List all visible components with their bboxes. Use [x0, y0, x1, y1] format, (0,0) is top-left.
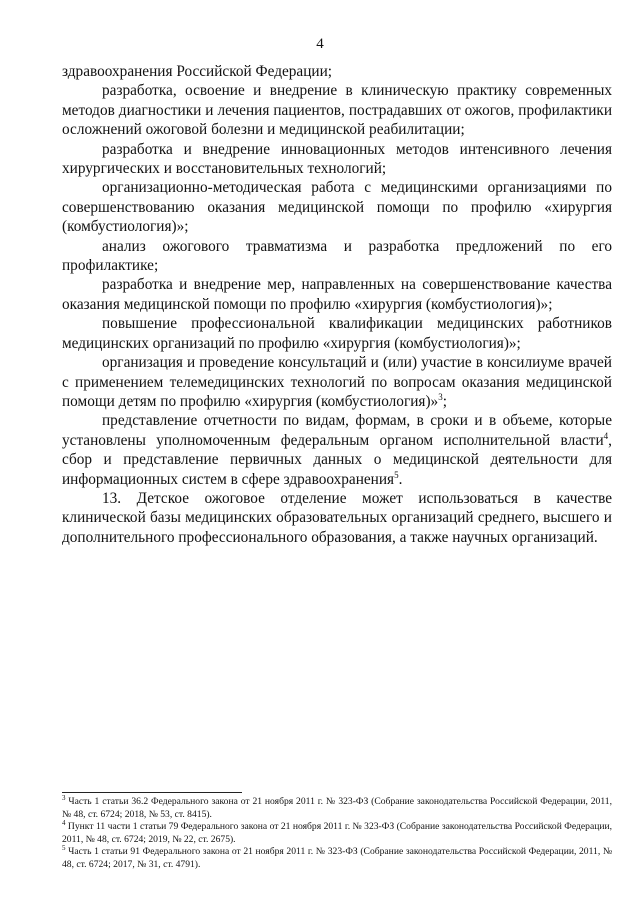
footnotes: [62, 793, 612, 871]
footnote: $^3$ Часть 1 статьи 36.2 Федерального закона от 21 ноября 2011 г. № 323-ФЗ (Собрание законодательства Российской Федерации, 2011, № 48, ст. 6724; 2018, № 53, ст. 8415).: [62, 793, 612, 820]
footnote-divider: [62, 792, 242, 793]
footnote: $^4$ Пункт 11 части 1 статьи 79 Федерального закона от 21 ноября 2011 г. № 323-ФЗ (Собрание законодательства Российской Федерации, 2011, № 48, ст. 6724; 2019, № 22, ст. 2675).: [62, 818, 612, 845]
paragraph: представление отчетности по видам, формам, в сроки и в объеме, которые установлены уполномоченным федеральным органом исполнительной власти$^4$, сбор и представление первичных данных о медицинской деятельности для информационных систем в сфере здравоохранения$^5$.: [62, 412, 612, 488]
paragraph: здравоохранения Российской Федерации;: [62, 63, 333, 80]
paragraph: организационно-методическая работа с медицинскими организациями по совершенствованию оказания медицинской помощи по профилю «хирургия (комбустиология)»;: [62, 179, 612, 236]
footnote-ref[interactable]: 3: [438, 391, 443, 402]
page-number: 4: [316, 36, 324, 52]
footnote-mark: 4: [62, 818, 66, 827]
footnote: $^5$ Часть 1 статьи 91 Федерального закона от 21 ноября 2011 г. № 323-ФЗ (Собрание законодательства Российской Федерации, 2011, № 48, ст. 6724; 2017, № 31, ст. 4791).: [62, 843, 612, 870]
paragraph: анализ ожогового травматизма и разработка предложений по его профилактике;: [62, 237, 612, 275]
paragraph: разработка, освоение и внедрение в клиническую практику современных методов диагностики и лечения пациентов, пострадавших от ожогов, профилактики осложнений ожоговой болезни и медицинской реабилитации;: [62, 82, 612, 139]
footnote-mark: 5: [62, 843, 66, 852]
paragraph: 13. Детское ожоговое отделение может использоваться в качестве клинической базы медицинских образовательных организаций среднего, высшего и дополнительного профессионального образования, а также научных организаций.: [62, 489, 612, 546]
footnote-ref[interactable]: 5: [394, 469, 399, 480]
footnote-ref[interactable]: 4: [603, 430, 609, 441]
paragraph: повышение профессиональной квалификации медицинских работников медицинских организаций по профилю «хирургия (комбустиология)»;: [62, 315, 612, 352]
paragraph: организация и проведение консультаций и (или) участие в консилиуме врачей с применением телемедицинских технологий по вопросам оказания медицинской помощи детям по профилю «хирургия (комбустиология)»$^3$;: [62, 354, 612, 410]
document-body: [62, 62, 612, 547]
paragraph: разработка и внедрение инновационных методов интенсивного лечения хирургических и восстановительных технологий;: [62, 140, 612, 178]
footnote-mark: 3: [62, 793, 66, 802]
paragraph: разработка и внедрение мер, направленных на совершенствование качества оказания медицинской помощи по профилю «хирургия (комбустиология)»;: [62, 276, 612, 313]
